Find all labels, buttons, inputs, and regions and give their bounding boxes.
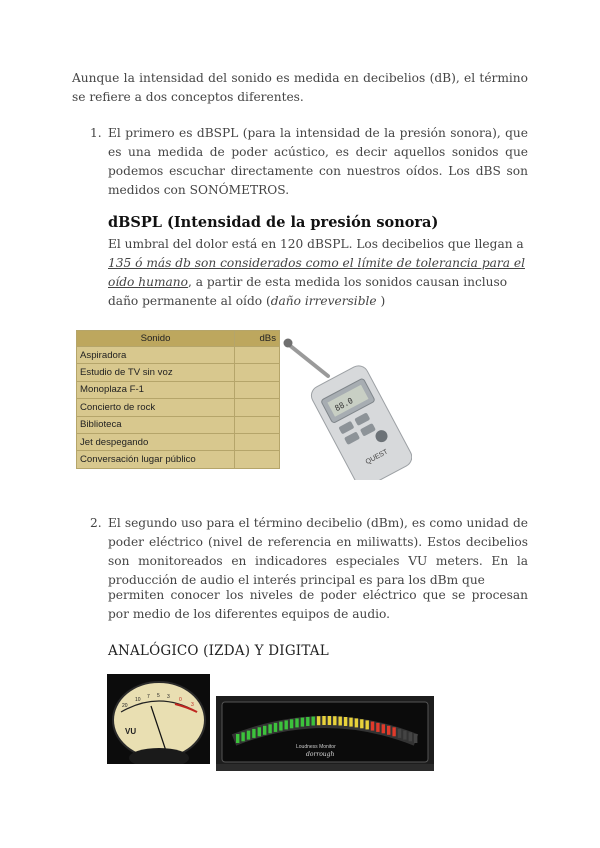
led-segment <box>268 724 271 733</box>
table-header-row <box>77 331 280 347</box>
table-cell-sound: Estudio de TV sin voz <box>77 364 235 381</box>
led-segment <box>241 732 244 741</box>
led-segment <box>252 729 255 738</box>
tolerance-link[interactable]: 135 ó más db son considerados como el límite de tolerancia para el oído humano <box>108 256 525 289</box>
svg-text:10: 10 <box>135 697 141 703</box>
led-segment <box>371 722 374 731</box>
dbspl-text-mid: , a partir de esta medida los sonidos causan incluso daño permanente al oído ( <box>108 275 508 308</box>
table-cell-db <box>235 399 280 416</box>
dbspl-paragraph <box>108 235 528 311</box>
led-segment <box>366 720 369 729</box>
svg-text:0: 0 <box>179 697 182 703</box>
led-segment <box>285 720 288 729</box>
led-segment <box>398 729 401 738</box>
digital-loudness-meter-image <box>216 696 434 771</box>
table-row <box>77 451 280 468</box>
led-segment <box>339 717 342 726</box>
list-number: 2. <box>90 516 102 530</box>
led-segment <box>355 718 358 727</box>
list-item-2-continuation: permiten conocer los niveles de poder eléctrico que se procesan por medio de los diferentes equipos de audio. <box>108 588 528 621</box>
digital-meter-brand: dorrough <box>306 751 335 758</box>
led-segment <box>322 716 325 725</box>
list-number: 1. <box>90 126 102 140</box>
table-cell-sound: Monoplaza F-1 <box>77 381 235 398</box>
table-row <box>77 381 280 398</box>
led-segment <box>376 723 379 732</box>
led-segment <box>301 718 304 727</box>
led-segment <box>387 726 390 735</box>
table-cell-sound: Jet despegando <box>77 433 235 450</box>
digital-meter-label: Loudness Monitor <box>296 744 336 750</box>
led-segment <box>382 724 385 733</box>
list-item-2 <box>90 514 528 590</box>
led-segment <box>403 731 406 740</box>
led-segment <box>317 716 320 725</box>
list-item-1 <box>90 124 528 200</box>
dbspl-heading: dBSPL (Intensidad de la presión sonora) <box>108 214 439 231</box>
led-segment <box>344 717 347 726</box>
dbspl-text-start: El umbral del dolor está en 120 dBSPL. Los decibelios que llegan a <box>108 237 524 251</box>
table-row <box>77 364 280 381</box>
led-segment <box>360 719 363 728</box>
table-row <box>77 399 280 416</box>
list-text: El primero es dBSPL (para la intensidad de la presión sonora), que es una medida de poder acústico, es decir aquellos sonidos que podemos escuchar directamente con nuestros oídos. Los dBS son medidos con SONÓMETROS. <box>108 126 528 197</box>
analog-digital-heading: ANALÓGICO (IZDA) Y DIGITAL <box>108 643 329 659</box>
dbspl-italic: daño irreversible <box>270 294 377 308</box>
table-cell-sound: Aspiradora <box>77 347 235 364</box>
col-header-dbs: dBs <box>235 331 280 347</box>
led-segment <box>414 734 417 743</box>
led-segment <box>295 718 298 727</box>
dbspl-text-end: ) <box>376 294 386 308</box>
svg-text:3: 3 <box>191 702 194 708</box>
table-row <box>77 347 280 364</box>
table-cell-sound: Conversación lugar público <box>77 451 235 468</box>
svg-text:7: 7 <box>147 694 150 700</box>
intro-paragraph: Aunque la intensidad del sonido es medida en decibelios (dB), el término se refiere a dos conceptos diferentes. <box>72 71 528 104</box>
sound-level-meter-image <box>282 330 412 480</box>
led-segment <box>274 723 277 732</box>
table-cell-db <box>235 347 280 364</box>
led-segment <box>333 716 336 725</box>
led-segment <box>349 718 352 727</box>
led-segment <box>409 732 412 741</box>
led-segment <box>328 716 331 725</box>
table-cell-db <box>235 416 280 433</box>
table-row <box>77 433 280 450</box>
table-cell-db <box>235 381 280 398</box>
table-cell-db <box>235 451 280 468</box>
led-segment <box>279 722 282 731</box>
led-segment <box>258 727 261 736</box>
svg-text:88.0: 88.0 <box>333 396 355 414</box>
led-segment <box>263 726 266 735</box>
analog-vu-meter-image <box>107 674 210 764</box>
meter-brand-label: QUEST <box>364 448 390 467</box>
vu-label: VU <box>125 727 137 736</box>
led-segment <box>306 717 309 726</box>
led-segment <box>290 719 293 728</box>
svg-text:5: 5 <box>157 693 160 699</box>
list-text: El segundo uso para el término decibelio (dBm), es como unidad de poder eléctrico (nivel de referencia en miliwatts). Estos decibelios son monitoreados en indicadores especiales VU meters. En la producción de audio el interés principal es para los dBm que <box>108 516 528 587</box>
led-segment <box>236 734 239 743</box>
table-cell-sound: Concierto de rock <box>77 399 235 416</box>
table-cell-sound: Biblioteca <box>77 416 235 433</box>
table-cell-db <box>235 433 280 450</box>
table-row <box>77 416 280 433</box>
led-segment <box>312 717 315 726</box>
svg-text:3: 3 <box>167 694 170 700</box>
col-header-sonido: Sonido <box>77 331 235 347</box>
led-segment <box>247 731 250 740</box>
svg-text:20: 20 <box>122 703 128 709</box>
table-cell-db <box>235 364 280 381</box>
led-segment <box>392 727 395 736</box>
decibel-table <box>76 330 280 469</box>
